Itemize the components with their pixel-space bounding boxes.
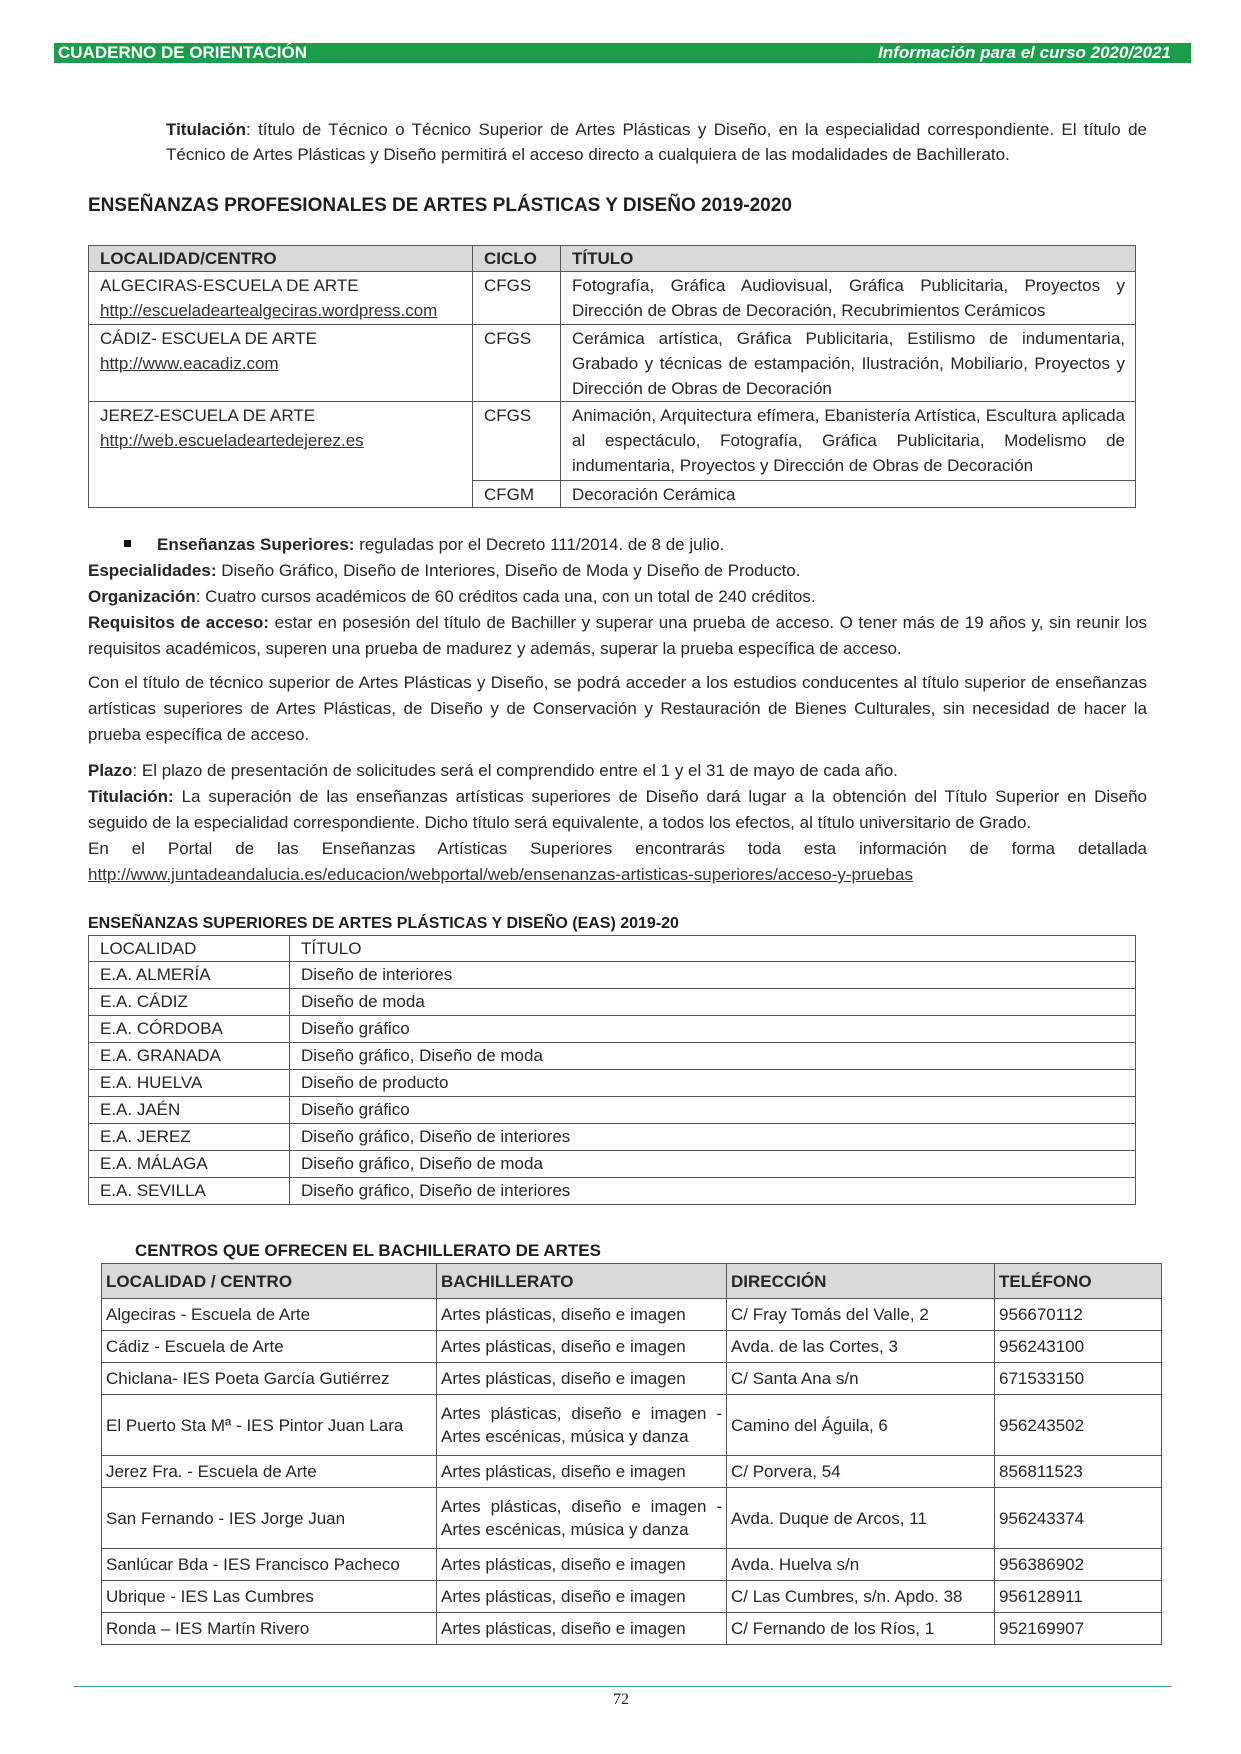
portal-link-line bbox=[88, 862, 1147, 888]
titulo-cell: Diseño gráfico, Diseño de interiores bbox=[290, 1124, 1136, 1151]
telefono-cell: 671533150 bbox=[995, 1363, 1162, 1395]
bachillerato-heading: CENTROS QUE OFRECEN EL BACHILLERATO DE ARTES bbox=[135, 1241, 601, 1260]
table-row bbox=[102, 1331, 1162, 1363]
bullet-text: reguladas por el Decreto 111/2014. de 8 de julio. bbox=[354, 535, 725, 554]
direccion-cell: C/ Porvera, 54 bbox=[727, 1456, 995, 1488]
titulacion-paragraph bbox=[88, 784, 1147, 836]
ciclo-cell: CFGS bbox=[473, 402, 561, 481]
titulo-cell: Diseño de producto bbox=[290, 1070, 1136, 1097]
header-telefono: TELÉFONO bbox=[995, 1264, 1162, 1299]
table-row bbox=[89, 272, 1136, 325]
plazo-text: : El plazo de presentación de solicitudes será el comprendido entre el 1 y el 31 de mayo de cada año. bbox=[132, 761, 898, 780]
header-localidad: LOCALIDAD bbox=[89, 936, 290, 962]
titulo-cell: Diseño gráfico bbox=[290, 1016, 1136, 1043]
titulo-cell: Cerámica artística, Gráfica Publicitaria, Estilismo de indumentaria, Grabado y técnicas de estampación, Ilustración, Mobiliario, Proyectos y Dirección de Obras de Decoración bbox=[561, 325, 1136, 402]
bachillerato-cell: Artes plásticas, diseño e imagen bbox=[437, 1299, 727, 1331]
localidad-cell: E.A. ALMERÍA bbox=[89, 962, 290, 989]
especialidades-line bbox=[88, 558, 1147, 584]
profesionales-table bbox=[88, 245, 1136, 508]
localidad-cell: E.A. HUELVA bbox=[89, 1070, 290, 1097]
centro-cell: Jerez Fra. - Escuela de Arte bbox=[102, 1456, 437, 1488]
page-header-bar bbox=[54, 43, 1191, 63]
centro-name: CÁDIZ- ESCUELA DE ARTE bbox=[100, 329, 317, 348]
direccion-cell: Avda. Huelva s/n bbox=[727, 1549, 995, 1581]
requisitos-paragraph bbox=[88, 610, 1147, 662]
footer-rule bbox=[73, 1686, 1172, 1687]
organizacion-text: : Cuatro cursos académicos de 60 créditos cada una, con un total de 240 créditos. bbox=[195, 587, 816, 606]
table-row bbox=[102, 1299, 1162, 1331]
localidad-cell: E.A. JEREZ bbox=[89, 1124, 290, 1151]
bachillerato-cell: Artes plásticas, diseño e imagen - Artes escénicas, música y danza bbox=[437, 1395, 727, 1456]
plazo-label: Plazo bbox=[88, 761, 133, 780]
centro-name: JEREZ-ESCUELA DE ARTE bbox=[100, 406, 316, 425]
portal-link[interactable]: http://www.juntadeandalucia.es/educacion/webportal/web/ensenanzas-artisticas-superiores/acceso-y-pruebas bbox=[88, 865, 913, 884]
table-header-row bbox=[89, 936, 1136, 962]
bachillerato-cell: Artes plásticas, diseño e imagen bbox=[437, 1456, 727, 1488]
table-row bbox=[89, 962, 1136, 989]
centro-cell bbox=[89, 402, 473, 508]
localidad-cell: E.A. MÁLAGA bbox=[89, 1151, 290, 1178]
requisitos-label: Requisitos de acceso: bbox=[88, 613, 270, 632]
titulo-cell: Diseño gráfico, Diseño de interiores bbox=[290, 1178, 1136, 1205]
localidad-cell: E.A. CÁDIZ bbox=[89, 989, 290, 1016]
titulo-cell: Diseño gráfico, Diseño de moda bbox=[290, 1151, 1136, 1178]
eas-heading: ENSEÑANZAS SUPERIORES DE ARTES PLÁSTICAS Y DISEÑO (EAS) 2019-20 bbox=[88, 915, 679, 932]
table-row bbox=[102, 1613, 1162, 1645]
centro-cell: El Puerto Sta Mª - IES Pintor Juan Lara bbox=[102, 1395, 437, 1456]
header-direccion: DIRECCIÓN bbox=[727, 1264, 995, 1299]
ensenanzas-superiores-section bbox=[88, 532, 1147, 888]
table-row bbox=[89, 1178, 1136, 1205]
titulacion-text: La superación de las enseñanzas artísticas superiores de Diseño dará lugar a la obtención del Título Superior en Diseño seguido de la especialidad correspondiente. Dicho título será equivalente, a todos los efectos, al título universitario de Grado. bbox=[88, 787, 1147, 832]
titulo-cell: Animación, Arquitectura efímera, Ebanistería Artística, Escultura aplicada al espectáculo, Fotografía, Gráfica Publicitaria, Modelismo de indumentaria, Proyectos y Dirección de Obras de Decoración bbox=[561, 402, 1136, 481]
portal-text: En el Portal de las Enseñanzas Artísticas Superiores encontrarás toda esta información de forma detallada bbox=[88, 839, 1147, 858]
centro-cell: Cádiz - Escuela de Arte bbox=[102, 1331, 437, 1363]
table-row bbox=[89, 989, 1136, 1016]
centro-cell: Ubrique - IES Las Cumbres bbox=[102, 1581, 437, 1613]
titulo-cell: Decoración Cerámica bbox=[561, 481, 1136, 508]
header-ciclo: CICLO bbox=[473, 246, 561, 272]
localidad-cell: E.A. JAÉN bbox=[89, 1097, 290, 1124]
table-row bbox=[102, 1363, 1162, 1395]
titulo-cell: Diseño gráfico bbox=[290, 1097, 1136, 1124]
centro-cell: Sanlúcar Bda - IES Francisco Pacheco bbox=[102, 1549, 437, 1581]
table-row bbox=[102, 1456, 1162, 1488]
direccion-cell: Avda. Duque de Arcos, 11 bbox=[727, 1488, 995, 1549]
header-localidad-centro: LOCALIDAD / CENTRO bbox=[102, 1264, 437, 1299]
telefono-cell: 856811523 bbox=[995, 1456, 1162, 1488]
telefono-cell: 956243100 bbox=[995, 1331, 1162, 1363]
centro-website-link[interactable]: http://web.escueladeartedejerez.es bbox=[100, 431, 364, 450]
especialidades-text: Diseño Gráfico, Diseño de Interiores, Diseño de Moda y Diseño de Producto. bbox=[216, 561, 801, 580]
localidad-cell: E.A. CÓRDOBA bbox=[89, 1016, 290, 1043]
table-row bbox=[102, 1488, 1162, 1549]
bachillerato-cell: Artes plásticas, diseño e imagen bbox=[437, 1331, 727, 1363]
table-row bbox=[89, 1070, 1136, 1097]
centro-website-link[interactable]: http://escueladeartealgeciras.wordpress.com bbox=[100, 301, 438, 320]
centro-cell: San Fernando - IES Jorge Juan bbox=[102, 1488, 437, 1549]
centro-cell: Algeciras - Escuela de Arte bbox=[102, 1299, 437, 1331]
bachillerato-table bbox=[101, 1263, 1162, 1645]
table-row bbox=[102, 1395, 1162, 1456]
requisitos-text: estar en posesión del título de Bachiller y superar una prueba de acceso. O tener más de 19 años y, sin reunir los requisitos académicos, superen una prueba de madurez y además, superar la prueba específica de acceso. bbox=[88, 613, 1147, 658]
table-row bbox=[102, 1581, 1162, 1613]
localidad-cell: E.A. SEVILLA bbox=[89, 1178, 290, 1205]
header-title: CUADERNO DE ORIENTACIÓN bbox=[58, 43, 308, 62]
bachillerato-cell: Artes plásticas, diseño e imagen bbox=[437, 1363, 727, 1395]
table-row bbox=[89, 1097, 1136, 1124]
table-row bbox=[89, 402, 1136, 481]
intro-label: Titulación bbox=[166, 120, 246, 139]
telefono-cell: 956243374 bbox=[995, 1488, 1162, 1549]
bachillerato-cell: Artes plásticas, diseño e imagen bbox=[437, 1549, 727, 1581]
bullet-label: Enseñanzas Superiores: bbox=[157, 535, 355, 554]
intro-titulacion-paragraph bbox=[166, 117, 1147, 167]
page-number: 72 bbox=[613, 1691, 629, 1708]
bachillerato-cell: Artes plásticas, diseño e imagen bbox=[437, 1613, 727, 1645]
localidad-cell: E.A. GRANADA bbox=[89, 1043, 290, 1070]
telefono-cell: 956670112 bbox=[995, 1299, 1162, 1331]
titulo-cell: Diseño de moda bbox=[290, 989, 1136, 1016]
centro-cell: Ronda – IES Martín Rivero bbox=[102, 1613, 437, 1645]
telefono-cell: 956243502 bbox=[995, 1395, 1162, 1456]
header-course-info: Información para el curso 2020/2021 bbox=[878, 43, 1171, 62]
centro-cell bbox=[89, 325, 473, 402]
direccion-cell: Avda. de las Cortes, 3 bbox=[727, 1331, 995, 1363]
organizacion-line bbox=[88, 584, 1147, 610]
centro-cell bbox=[89, 272, 473, 325]
telefono-cell: 952169907 bbox=[995, 1613, 1162, 1645]
table-row bbox=[89, 1016, 1136, 1043]
telefono-cell: 956386902 bbox=[995, 1549, 1162, 1581]
organizacion-label: Organización bbox=[88, 587, 196, 606]
table-row bbox=[102, 1549, 1162, 1581]
especialidades-label: Especialidades: bbox=[88, 561, 217, 580]
ciclo-cell: CFGS bbox=[473, 272, 561, 325]
direccion-cell: C/ Santa Ana s/n bbox=[727, 1363, 995, 1395]
telefono-cell: 956128911 bbox=[995, 1581, 1162, 1613]
header-bachillerato: BACHILLERATO bbox=[437, 1264, 727, 1299]
header-titulo: TÍTULO bbox=[290, 936, 1136, 962]
bullet-item bbox=[88, 532, 1147, 558]
titulo-cell: Diseño gráfico, Diseño de moda bbox=[290, 1043, 1136, 1070]
ciclo-cell: CFGS bbox=[473, 325, 561, 402]
centro-website-link[interactable]: http://www.eacadiz.com bbox=[100, 354, 279, 373]
table-row bbox=[89, 1124, 1136, 1151]
table-header-row bbox=[102, 1264, 1162, 1299]
eas-table bbox=[88, 935, 1136, 1205]
intro-text: : título de Técnico o Técnico Superior de Artes Plásticas y Diseño, en la especialidad correspondiente. El título de Técnico de Artes Plásticas y Diseño permitirá el acceso directo a cualquiera de las modalidades de Bachillerato. bbox=[166, 120, 1147, 164]
titulo-cell: Diseño de interiores bbox=[290, 962, 1136, 989]
acceso-paragraph: Con el título de técnico superior de Artes Plásticas y Diseño, se podrá acceder a los estudios conducentes al título superior de enseñanzas artísticas superiores de Artes Plásticas, de Diseño y de Conservación y Restauración de Bienes Culturales, sin necesidad de hacer la prueba específica de acceso. bbox=[88, 673, 1147, 744]
table-header-row bbox=[89, 246, 1136, 272]
bachillerato-cell: Artes plásticas, diseño e imagen - Artes escénicas, música y danza bbox=[437, 1488, 727, 1549]
profesionales-heading: ENSEÑANZAS PROFESIONALES DE ARTES PLÁSTICAS Y DISEÑO 2019-2020 bbox=[88, 195, 792, 216]
bachillerato-cell: Artes plásticas, diseño e imagen bbox=[437, 1581, 727, 1613]
header-titulo: TÍTULO bbox=[561, 246, 1136, 272]
bullet-square-icon bbox=[124, 540, 131, 547]
direccion-cell: Camino del Águila, 6 bbox=[727, 1395, 995, 1456]
table-row bbox=[89, 1151, 1136, 1178]
titulacion-label: Titulación: bbox=[88, 787, 174, 806]
titulo-cell: Fotografía, Gráfica Audiovisual, Gráfica Publicitaria, Proyectos y Dirección de Obras de Decoración, Recubrimientos Cerámicos bbox=[561, 272, 1136, 325]
centro-cell: Chiclana- IES Poeta García Gutiérrez bbox=[102, 1363, 437, 1395]
table-row bbox=[89, 1043, 1136, 1070]
direccion-cell: C/ Las Cumbres, s/n. Apdo. 38 bbox=[727, 1581, 995, 1613]
ciclo-cell: CFGM bbox=[473, 481, 561, 508]
direccion-cell: C/ Fray Tomás del Valle, 2 bbox=[727, 1299, 995, 1331]
plazo-line bbox=[88, 758, 1147, 784]
direccion-cell: C/ Fernando de los Ríos, 1 bbox=[727, 1613, 995, 1645]
centro-name: ALGECIRAS-ESCUELA DE ARTE bbox=[100, 276, 359, 295]
table-row bbox=[89, 325, 1136, 402]
header-localidad-centro: LOCALIDAD/CENTRO bbox=[89, 246, 473, 272]
